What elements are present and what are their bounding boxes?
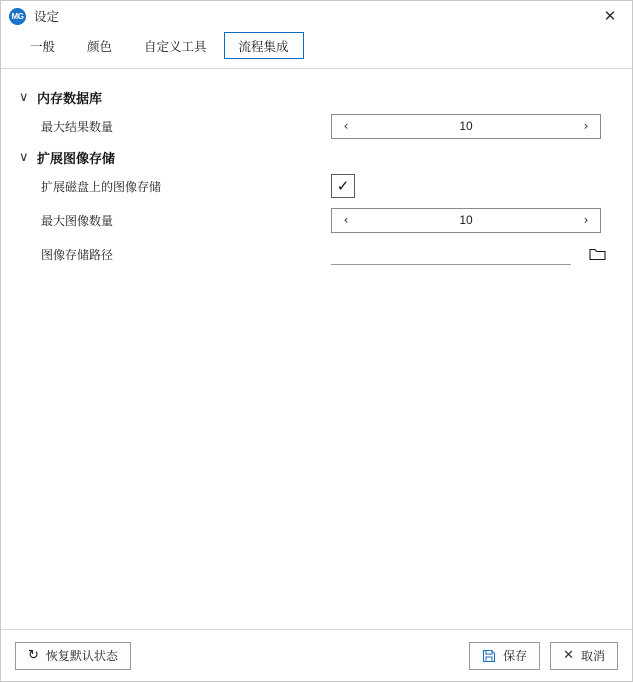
tab-custom-tools[interactable]: 自定义工具 <box>144 39 207 54</box>
row-image-storage-path <box>19 237 614 271</box>
chevron-right-icon[interactable]: › <box>583 213 589 227</box>
group-title-memory-database: 内存数据库 <box>37 90 103 106</box>
spinner-max-result-count[interactable] <box>331 114 601 139</box>
window-title: 设定 <box>34 10 60 24</box>
check-icon: ✓ <box>336 176 350 195</box>
label-max-result-count: 最大结果数量 <box>41 119 114 134</box>
chevron-left-icon[interactable]: ‹ <box>343 213 349 227</box>
cancel-label: 取消 <box>580 649 605 663</box>
save-label: 保存 <box>503 649 528 663</box>
title-bar <box>1 1 632 32</box>
row-enable-disk-image-storage <box>19 169 614 203</box>
save-button[interactable] <box>469 642 540 670</box>
group-header-memory-database[interactable] <box>19 85 614 109</box>
tab-strip <box>1 32 632 68</box>
browse-folder-button[interactable] <box>583 242 611 266</box>
group-title-extended-image-storage: 扩展图像存储 <box>37 150 116 166</box>
restore-clock-icon: ↻ <box>28 648 39 663</box>
tab-colors[interactable]: 颜色 <box>87 39 113 54</box>
chevron-down-icon: ∨ <box>19 89 29 105</box>
restore-defaults-label: 恢复默认状态 <box>45 649 118 663</box>
cross-icon: ✕ <box>563 648 574 663</box>
close-icon: ✕ <box>603 7 617 25</box>
row-max-result-count <box>19 109 614 143</box>
cancel-button[interactable] <box>550 642 618 670</box>
settings-content <box>1 68 632 629</box>
tab-process-integration[interactable]: 流程集成 <box>224 32 304 59</box>
app-logo: MG <box>9 8 26 25</box>
label-max-image-count: 最大图像数量 <box>41 213 114 228</box>
chevron-left-icon[interactable]: ‹ <box>343 119 349 133</box>
close-window-button[interactable] <box>588 1 632 31</box>
floppy-save-icon <box>482 649 496 663</box>
restore-defaults-button[interactable] <box>15 642 131 670</box>
checkbox-enable-disk-image-storage[interactable] <box>331 174 355 198</box>
value-max-result-count[interactable]: 10 <box>459 119 473 133</box>
label-image-storage-path: 图像存储路径 <box>41 247 114 262</box>
folder-icon <box>589 247 606 261</box>
tab-general[interactable]: 一般 <box>30 39 56 54</box>
group-header-extended-image-storage[interactable] <box>19 145 614 169</box>
input-image-storage-path[interactable] <box>331 243 571 265</box>
chevron-down-icon: ∨ <box>19 149 29 165</box>
row-max-image-count <box>19 203 614 237</box>
value-max-image-count[interactable]: 10 <box>459 213 473 227</box>
chevron-right-icon[interactable]: › <box>583 119 589 133</box>
spinner-max-image-count[interactable] <box>331 208 601 233</box>
label-enable-disk-image-storage: 扩展磁盘上的图像存储 <box>41 179 162 194</box>
dialog-footer <box>1 629 632 681</box>
